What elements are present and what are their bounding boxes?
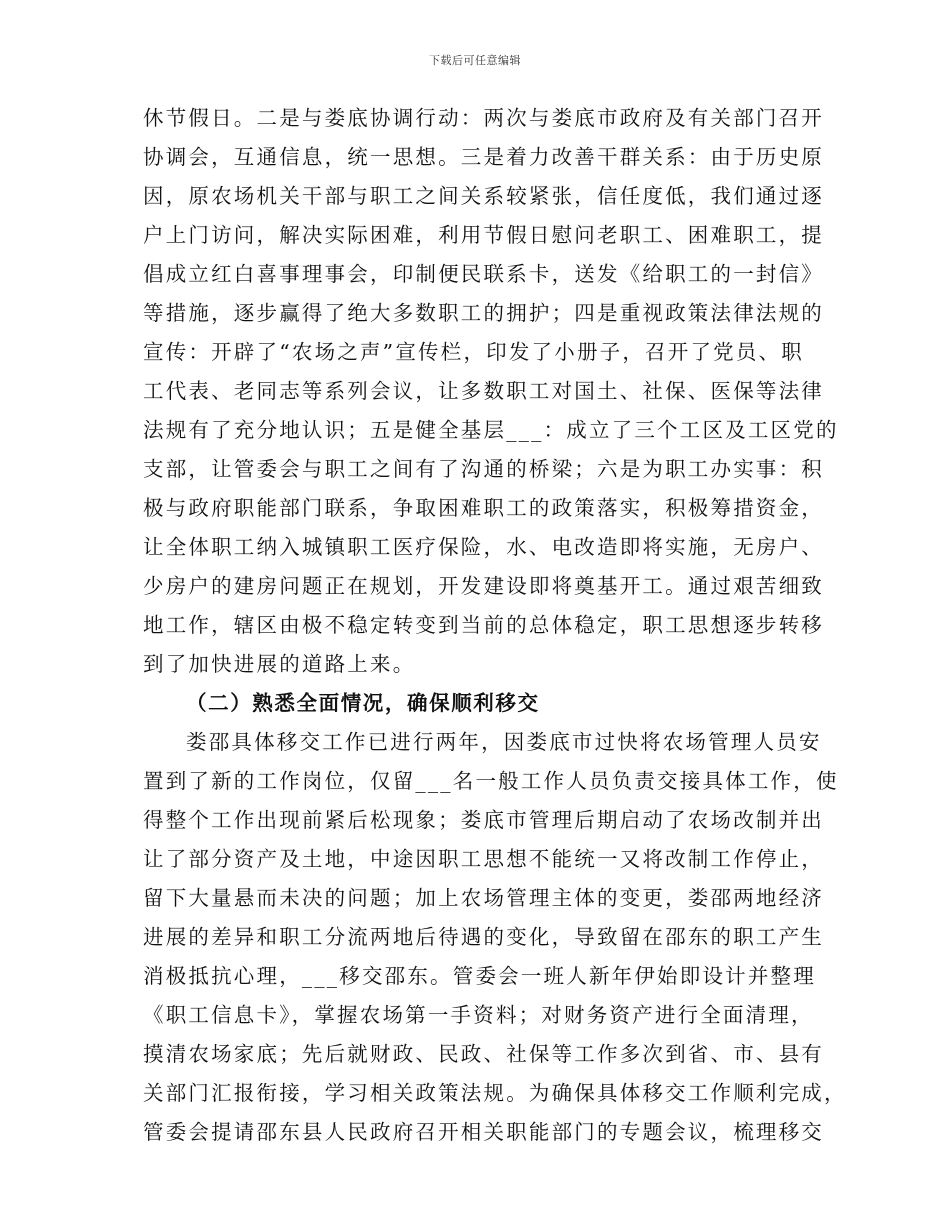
text-line: 进展的差异和职工分流两地后待遇的变化，导致留在邵东的职工产生 [143,925,824,949]
text-line: 极与政府职能部门联系，争取困难职工的政策落实，积极筹措资金， [143,496,824,520]
text-line: 到了加快进展的道路上来。 [143,652,416,676]
text-line: 工代表、老同志等系列会议，让多数职工对国土、社保、医保等法律 [143,379,824,403]
text-line: 休节假日。二是与娄底协调行动：两次与娄底市政府及有关部门召开 [143,106,824,130]
text-line: 少房户的建房问题正在规划，开发建设即将奠基开工。通过艰苦细致 [143,574,824,598]
text-line: 消极抵抗心理，___移交邵东。管委会一班人新年伊始即设计并整理 [143,964,816,988]
section-heading: （二）熟悉全面情况，确保顺利移交 [186,691,540,715]
text-line: 置到了新的工作岗位，仅留___名一般工作人员负责交接具体工作，使 [143,769,839,793]
text-line: 协调会，互通信息，统一思想。三是着力改善干群关系：由于历史原 [143,145,824,169]
text-line: 让了部分资产及土地，中途因职工思想不能统一又将改制工作停止， [143,847,824,871]
text-line: 户上门访问，解决实际困难，利用节假日慰问老职工、困难职工，提 [143,223,824,247]
text-line: 支部，让管委会与职工之间有了沟通的桥梁；六是为职工办实事：积 [143,457,824,481]
text-line: 娄邵具体移交工作已进行两年，因娄底市过快将农场管理人员安 [186,730,822,754]
text-line: 留下大量悬而未决的问题；加上农场管理主体的变更，娄邵两地经济 [143,886,824,910]
text-line: 等措施，逐步赢得了绝大多数职工的拥护；四是重视政策法律法规的 [143,301,824,325]
text-line: 法规有了充分地认识；五是健全基层___：成立了三个工区及工区党的 [143,418,839,442]
text-line: 宣传：开辟了“农场之声”宣传栏，印发了小册子，召开了党员、职 [143,340,804,364]
text-line: 《职工信息卡》，掌握农场第一手资料；对财务资产进行全面清理， [143,1003,814,1027]
text-line: 得整个工作出现前紧后松现象；娄底市管理后期启动了农场改制并出 [143,808,824,832]
text-line: 因，原农场机关干部与职工之间关系较紧张，信任度低，我们通过逐 [143,184,824,208]
text-line: 让全体职工纳入城镇职工医疗保险，水、电改造即将实施，无房户、 [143,535,824,559]
text-line: 倡成立红白喜事理事会，印制便民联系卡，送发《给职工的一封信》 [143,262,824,286]
text-line: 关部门汇报衔接，学习相关政策法规。为确保具体移交工作顺利完成， [143,1081,847,1105]
page-header: 下载后可任意编辑 [429,54,521,67]
text-line: 管委会提请邵东县人民政府召开相关职能部门的专题会议，梳理移交 [143,1120,824,1144]
text-line: 地工作，辖区由极不稳定转变到当前的总体稳定，职工思想逐步转移 [143,613,824,637]
text-line: 摸清农场家底；先后就财政、民政、社保等工作多次到省、市、县有 [143,1042,824,1066]
